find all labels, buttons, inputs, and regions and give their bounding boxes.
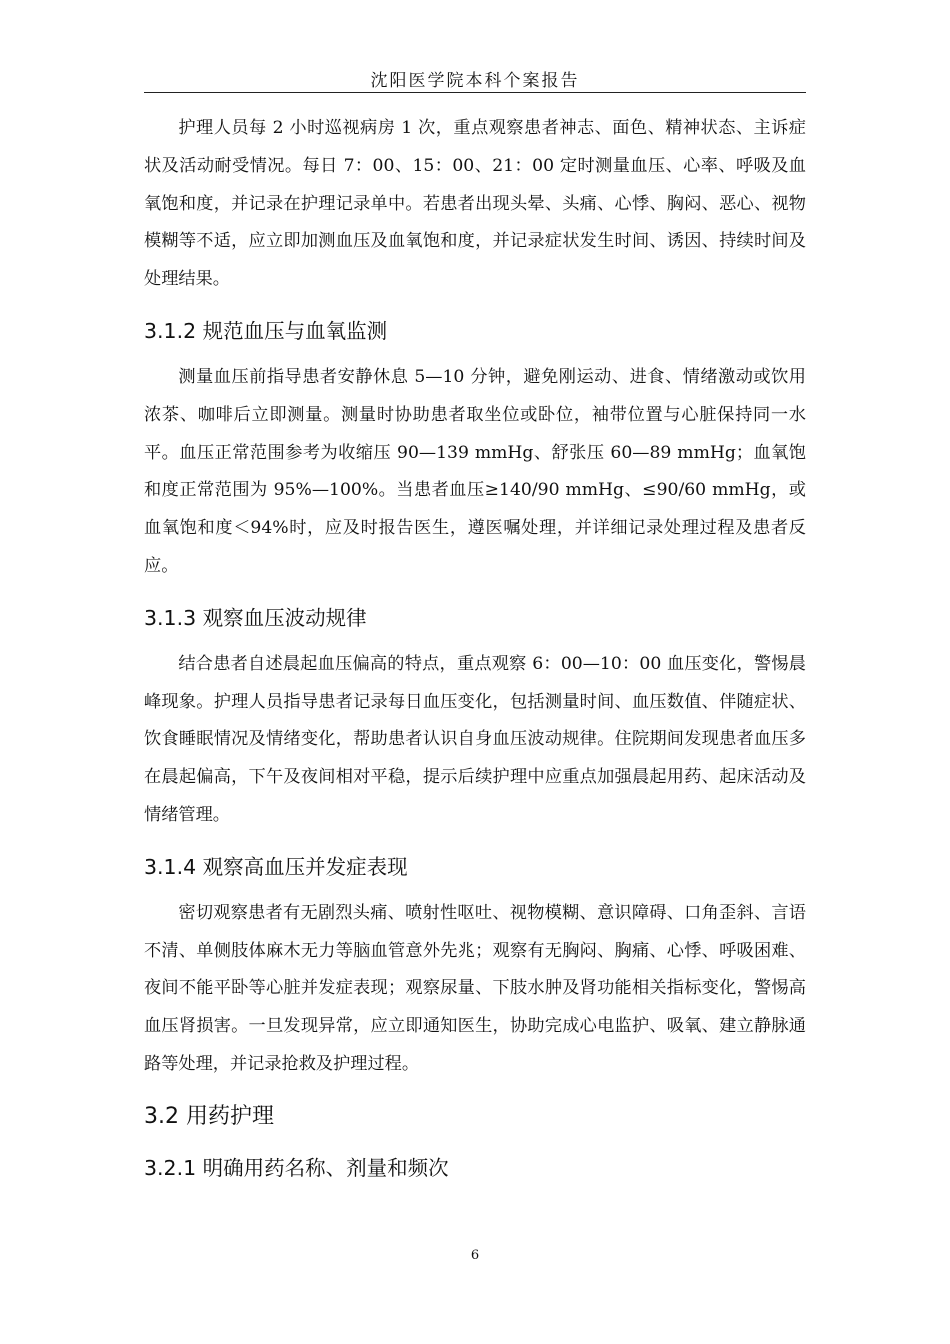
paragraph-complications: 密切观察患者有无剧烈头痛、喷射性呕吐、视物模糊、意识障碍、口角歪斜、言语不清、单侧肢体麻木无力等脑血管意外先兆；观察有无胸闷、胸痛、心悸、呼吸困难、夜间不能平卧等心脏并发症表现；观察尿量、下肢水肿及肾功能相关指标变化，警惕高血压肾损害。一旦发现异常，应立即通知医生，协助完成心电监护、吸氧、建立静脉通路等处理，并记录抢救及护理过程。 (144, 902, 806, 1074)
paragraph-bp-monitoring: 测量血压前指导患者安静休息 5—10 分钟，避免刚运动、进食、情绪激动或饮用浓茶、咖啡后立即测量。测量时协助患者取坐位或卧位，袖带位置与心脏保持同一水平。血压正常范围参考为收缩压 90—139 mmHg、舒张压 60—89 mmHg；血氧饱和度正常范围为 95%—100%。当患者血压≥140/90 mmHg、≤90/60 mmHg，或血氧饱和度＜94%时，应及时报告医生，遵医嘱处理，并详细记录处理过程及患者反应。 (144, 366, 806, 576)
page-number: 6 (470, 1248, 480, 1263)
heading-3-1-2: 3.1.2 规范血压与血氧监测 (144, 318, 388, 343)
heading-3-1-4: 3.1.4 观察高血压并发症表现 (144, 854, 408, 879)
heading-3-1-3: 3.1.3 观察血压波动规律 (144, 605, 367, 630)
heading-3-2-1: 3.2.1 明确用药名称、剂量和频次 (144, 1155, 449, 1180)
heading-3-2: 3.2 用药护理 (144, 1103, 274, 1129)
header-divider (144, 92, 806, 93)
document-body (144, 110, 806, 1196)
paragraph-bp-fluctuation: 结合患者自述晨起血压偏高的特点，重点观察 6：00—10：00 血压变化，警惕晨峰现象。护理人员指导患者记录每日血压变化，包括测量时间、血压数值、伴随症状、饮食睡眠情况及情绪变化，帮助患者认识自身血压波动规律。住院期间发现患者血压多在晨起偏高，下午及夜间相对平稳，提示后续护理中应重点加强晨起用药、起床活动及情绪管理。 (144, 653, 806, 825)
paragraph-observation: 护理人员每 2 小时巡视病房 1 次，重点观察患者神志、面色、精神状态、主诉症状及活动耐受情况。每日 7：00、15：00、21：00 定时测量血压、心率、呼吸及血氧饱和度，并记录在护理记录单中。若患者出现头晕、头痛、心悸、胸闷、恶心、视物模糊等不适，应立即加测血压及血氧饱和度，并记录症状发生时间、诱因、持续时间及处理结果。 (144, 118, 806, 290)
page-header-title: 沈阳医学院本科个案报告 (370, 71, 580, 91)
